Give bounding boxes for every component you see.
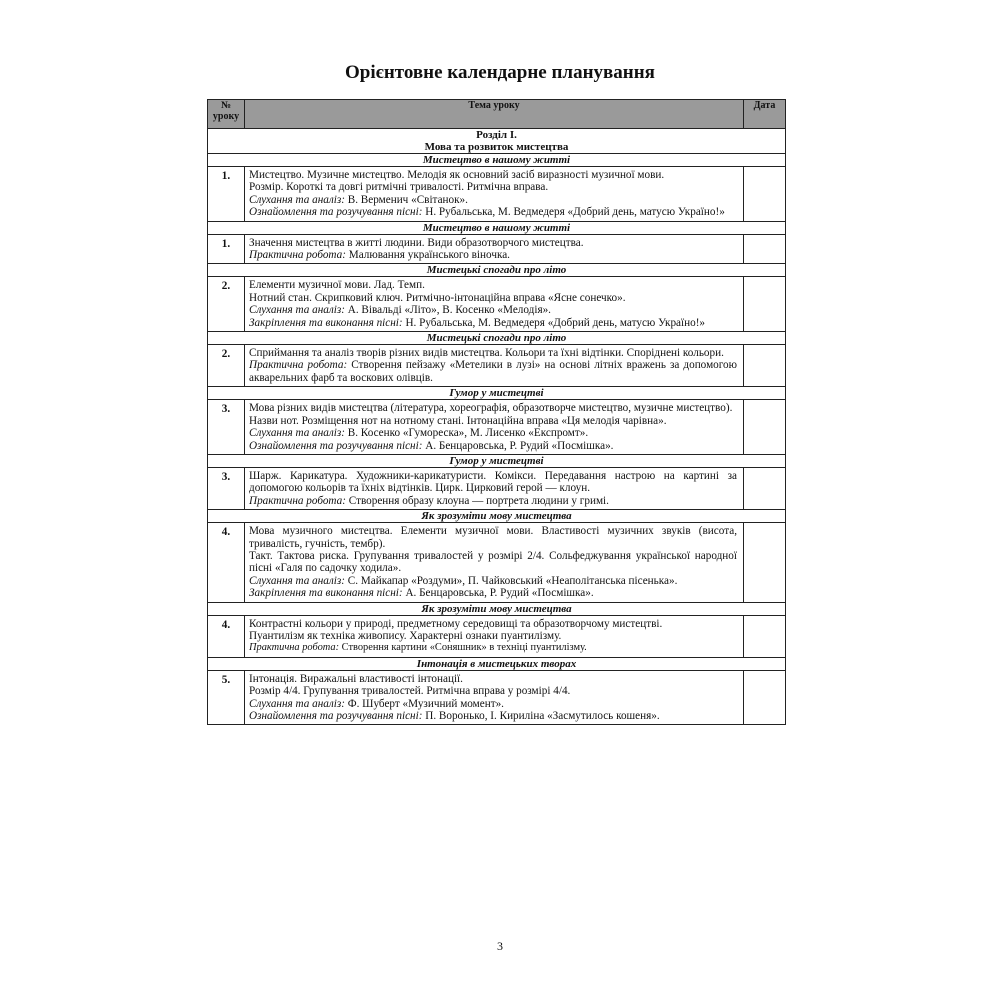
lesson-line-text: Значення мистецтва в житті людини. Види образотворчого мистецтва. (249, 236, 584, 249)
lesson-line-text: С. Майкапар «Роздуми», П. Чайковський «Неаполітанська пісенька». (344, 574, 678, 587)
lesson-line-text: Мова різних видів мистецтва (література, хореографія, образотворче мистецтво, музичне мистецтво). (249, 402, 733, 415)
lesson-number: 4. (208, 615, 245, 657)
lesson-line (249, 470, 737, 495)
topic-row (208, 510, 786, 523)
lesson-line (249, 575, 737, 587)
topic-title: Мистецтво в нашому житті (208, 154, 786, 167)
page-title: Орієнтовне календарне планування (345, 62, 655, 83)
topic-row (208, 332, 786, 345)
lesson-date-cell[interactable] (744, 234, 786, 264)
lesson-number: 3. (208, 400, 245, 455)
lesson-content (245, 167, 744, 222)
lesson-row (208, 234, 786, 264)
lesson-line-text: В. Верменич «Світанок». (344, 193, 468, 206)
activity-label: Закріплення та виконання пісні: (249, 587, 403, 600)
lesson-content (245, 345, 744, 387)
lesson-row (208, 467, 786, 509)
lesson-line (249, 642, 737, 654)
lesson-line (249, 698, 737, 710)
activity-label: Практична робота: (249, 359, 348, 372)
topic-title: Мистецькі спогади про літо (208, 332, 786, 345)
topic-title: Гумор у мистецтві (208, 387, 786, 400)
lesson-number: 2. (208, 345, 245, 387)
lesson-content (245, 670, 744, 725)
lesson-line (249, 317, 737, 329)
lesson-line-text: Розмір. Короткі та довгі ритмічні тривалості. Ритмічна вправа. (249, 181, 549, 194)
lesson-number: 1. (208, 234, 245, 264)
lesson-line-text: Створення образу клоуна — портрета людини у гримі. (345, 494, 609, 507)
lesson-line (249, 495, 737, 507)
lesson-line-text: Створення картини «Соняшник» в техніці пуантилізму. (339, 642, 587, 654)
lesson-line-text: В. Косенко «Гумореска», М. Лисенко «Експромт». (344, 427, 589, 440)
topic-title: Інтонація в мистецьких творах (208, 657, 786, 670)
lesson-number: 2. (208, 277, 245, 332)
lesson-content (245, 615, 744, 657)
lesson-row (208, 277, 786, 332)
lesson-line-text: Малювання українського віночка. (345, 249, 510, 262)
activity-label: Слухання та аналіз: (249, 304, 345, 317)
lesson-row (208, 670, 786, 725)
lesson-line-text: Назви нот. Розміщення нот на нотному стані. Інтонаційна вправа «Ця мелодія чарівна». (249, 414, 667, 427)
lesson-number: 4. (208, 523, 245, 602)
lesson-line-text: Ф. Шуберт «Музичний момент». (344, 697, 504, 710)
activity-label: Ознайомлення та розучування пісні: (249, 206, 423, 219)
lesson-line-text: Мова музичного мистецтва. Елементи музичної мови. Властивості музичних звуків (висота, тривалість, гучність, тембр). (249, 525, 737, 550)
lesson-line (249, 415, 737, 427)
lesson-line (249, 304, 737, 316)
lesson-line (249, 630, 737, 642)
topic-title: Мистецькі спогади про літо (208, 264, 786, 277)
topic-row (208, 454, 786, 467)
lesson-line-text: П. Воронько, І. Кириліна «Засмутилось кошеня». (422, 710, 660, 722)
table-body (208, 129, 786, 725)
lesson-date-cell[interactable] (744, 167, 786, 222)
lesson-line (249, 402, 737, 414)
lesson-number: 1. (208, 167, 245, 222)
lesson-date-cell[interactable] (744, 670, 786, 725)
header-lesson-number: № уроку (208, 100, 245, 129)
lesson-line-text: Н. Рубальська, М. Ведмедеря «Добрий день, матусю Україно!» (422, 206, 725, 219)
lesson-line (249, 194, 737, 206)
lesson-content (245, 277, 744, 332)
lesson-line-text: Контрастні кольори у природі, предметному середовищі та образотворчому мистецтві. (249, 617, 663, 630)
lesson-line-text: Шарж. Карикатура. Художники-карикатуристи. Комікси. Передавання настрою на картині за допомогою кольорів та їхніх відтінків. Цирк. Цирковий герой — клоун. (249, 469, 737, 495)
lesson-line-text: Такт. Тактова риска. Групування тривалостей у розмірі 2/4. Сольфеджування української народної пісні «Галя по садочку ходила». (249, 549, 737, 575)
topic-title: Гумор у мистецтві (208, 454, 786, 467)
lesson-line-text: А. Бенцаровська, Р. Рудий «Посмішка». (422, 439, 614, 452)
lesson-line (249, 249, 737, 261)
lesson-line (249, 237, 737, 249)
activity-label: Слухання та аналіз: (249, 193, 345, 206)
lesson-line (249, 206, 737, 218)
topic-row (208, 602, 786, 615)
activity-label: Слухання та аналіз: (249, 574, 345, 587)
lesson-line (249, 550, 737, 575)
lesson-line (249, 673, 737, 685)
lesson-line (249, 181, 737, 193)
activity-label: Закріплення та виконання пісні: (249, 316, 403, 329)
lesson-row (208, 167, 786, 222)
activity-label: Практична робота: (249, 494, 346, 507)
header-date: Дата (744, 100, 786, 129)
topic-title: Як зрозуміти мову мистецтва (208, 602, 786, 615)
activity-label: Слухання та аналіз: (249, 427, 345, 440)
page-number: 3 (497, 939, 503, 953)
lesson-line-text: А. Вівальді «Літо», В. Косенко «Мелодія». (344, 304, 551, 317)
lesson-content (245, 467, 744, 509)
lesson-line-text: Нотний стан. Скрипковий ключ. Ритмічно-інтонаційна вправа «Ясне сонечко». (249, 291, 626, 304)
lesson-date-cell[interactable] (744, 400, 786, 455)
topic-row (208, 387, 786, 400)
lesson-date-cell[interactable] (744, 277, 786, 332)
topic-title: Як зрозуміти мову мистецтва (208, 510, 786, 523)
topic-title: Мистецтво в нашому житті (208, 221, 786, 234)
lesson-line (249, 710, 737, 722)
topic-row (208, 264, 786, 277)
lesson-line-text: Сприймання та аналіз творів різних видів мистецтва. Кольори та їхні відтінки. Споріднені кольори. (249, 347, 724, 360)
lesson-line (249, 347, 737, 359)
activity-label: Слухання та аналіз: (249, 697, 345, 710)
lesson-content (245, 234, 744, 264)
lesson-line (249, 169, 737, 181)
section-subtitle: Мова та розвиток мистецтва (424, 141, 569, 153)
lesson-line (249, 292, 737, 304)
lesson-row (208, 345, 786, 387)
lesson-date-cell[interactable] (744, 345, 786, 387)
lesson-line (249, 618, 737, 630)
activity-label: Ознайомлення та розучування пісні: (249, 710, 423, 722)
activity-label: Практична робота: (249, 642, 340, 654)
lesson-line-text: Мистецтво. Музичне мистецтво. Мелодія як основний засіб виразності музичної мови. (249, 169, 665, 181)
lesson-line-text: Н. Рубальська, М. Ведмедеря «Добрий день, матусю Україно!» (402, 316, 706, 329)
lesson-line-text: А. Бенцаровська, Р. Рудий «Посмішка». (402, 587, 594, 600)
lesson-row (208, 400, 786, 455)
lesson-number: 5. (208, 670, 245, 725)
lesson-row (208, 615, 786, 657)
lesson-line-text: Розмір 4/4. Групування тривалостей. Ритмічна вправа у розмірі 4/4. (249, 685, 571, 698)
lesson-content (245, 400, 744, 455)
lesson-date-cell[interactable] (744, 467, 786, 509)
topic-row (208, 657, 786, 670)
lesson-line (249, 359, 737, 384)
lesson-line (249, 525, 737, 550)
lesson-line (249, 440, 737, 452)
lesson-line-text: Інтонація. Виражальні властивості інтонації. (249, 672, 463, 685)
lesson-date-cell[interactable] (744, 523, 786, 602)
topic-row (208, 221, 786, 234)
table-header-row (208, 100, 786, 129)
section-title: Розділ І. (476, 129, 517, 141)
lesson-line (249, 279, 737, 291)
lesson-number: 3. (208, 467, 245, 509)
lesson-line-text: Пуантилізм як техніка живопису. Характерні ознаки пуантилізму. (249, 629, 562, 642)
lesson-content (245, 523, 744, 602)
activity-label: Практична робота: (249, 249, 346, 262)
topic-row (208, 154, 786, 167)
lesson-line-text: Створення пейзажу «Метелики в лузі» на основі літніх вражень за допомогою акварельних фарб та воскових олівців. (249, 359, 738, 384)
lesson-date-cell[interactable] (744, 615, 786, 657)
lesson-line (249, 685, 737, 697)
header-lesson-topic: Тема уроку (245, 100, 744, 129)
section-row (208, 129, 786, 154)
lesson-line-text: Елементи музичної мови. Лад. Темп. (249, 279, 425, 292)
lesson-line (249, 427, 737, 439)
calendar-plan-table (207, 99, 786, 725)
activity-label: Ознайомлення та розучування пісні: (249, 439, 423, 452)
lesson-row (208, 523, 786, 602)
lesson-line (249, 587, 737, 599)
